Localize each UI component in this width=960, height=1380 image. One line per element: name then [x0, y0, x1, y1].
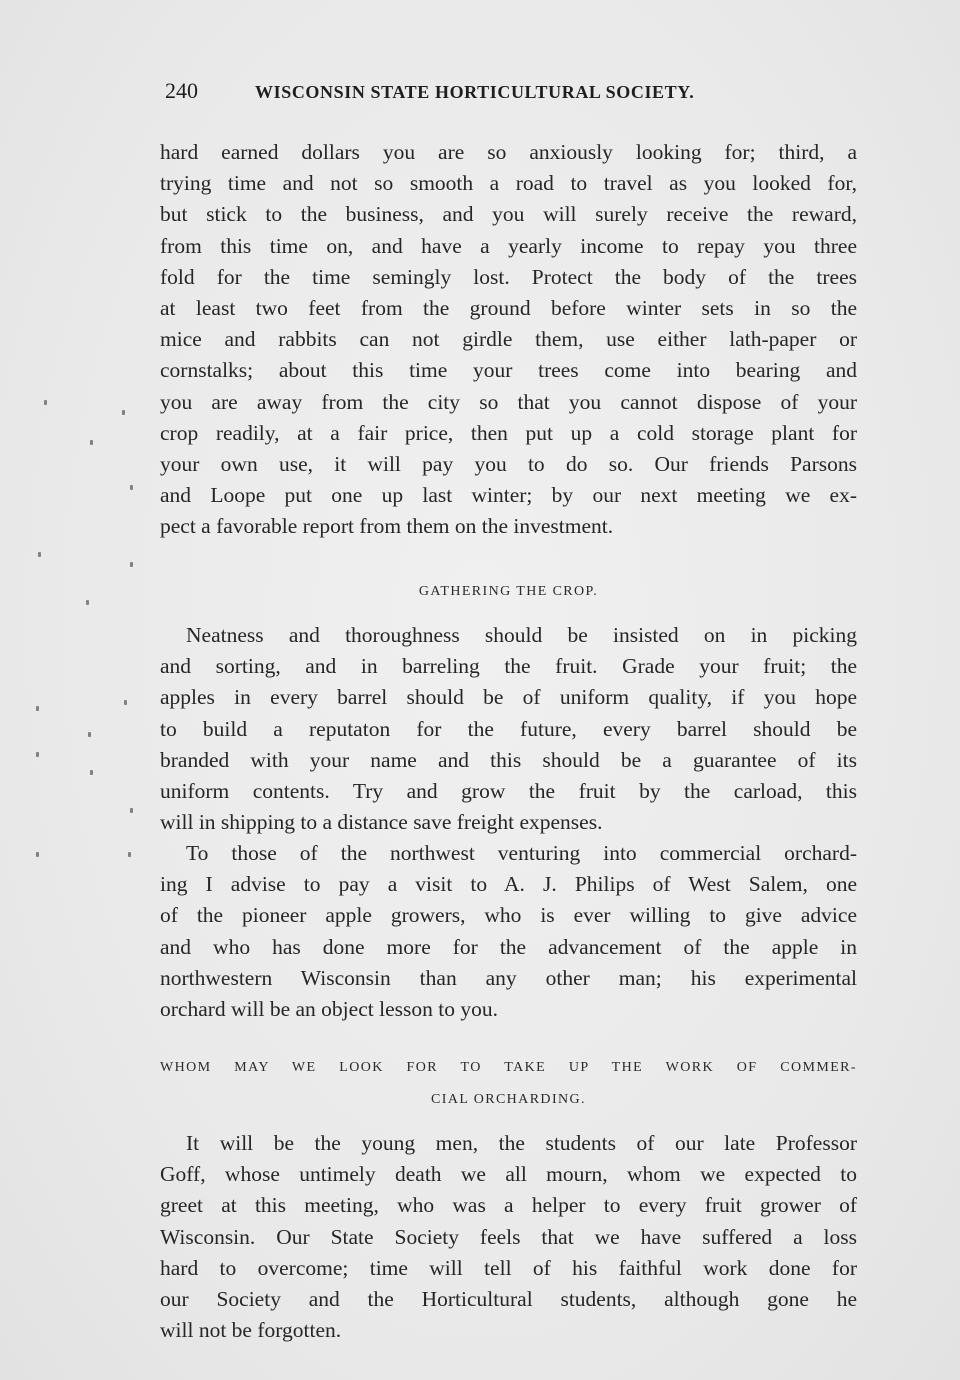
text-line: It will be the young men, the students of our late Professor	[186, 1131, 857, 1155]
text-line: Goff, whose untimely death we all mourn, whom we expected to	[160, 1162, 857, 1187]
text-line: trying time and not so smooth a road to travel as you looked for,	[160, 171, 857, 196]
text-line: of the pioneer apple growers, who is ever willing to give advice	[160, 903, 857, 928]
text-line: crop readily, at a fair price, then put up a cold storage plant for	[160, 420, 857, 445]
paragraph-northwest	[160, 838, 857, 1025]
text-line: fold for the time semingly lost. Protect the body of the trees	[160, 264, 857, 289]
text-line: apples in every barrel should be of uniform quality, if you hope	[160, 685, 857, 710]
scan-speck	[44, 400, 47, 405]
scan-speck	[88, 732, 91, 737]
text-line: hard earned dollars you are so anxiously looking for; third, a	[160, 140, 857, 164]
section-heading-gathering-crop: GATHERING THE CROP.	[418, 584, 599, 599]
text-line: uniform contents. Try and grow the fruit by the carload, this	[160, 778, 857, 803]
text-line: our Society and the Horticultural students, although gone he	[160, 1286, 857, 1311]
scan-speck	[90, 770, 93, 775]
scan-speck	[86, 600, 89, 605]
text-line: Wisconsin. Our State Society feels that we have suffered a loss	[160, 1224, 857, 1249]
running-title: WISCONSIN STATE HORTICULTURAL SOCIETY.	[255, 82, 695, 102]
text-line: branded with your name and this should be a guarantee of its	[160, 747, 857, 772]
text-line: northwestern Wisconsin than any other man; his experimental	[160, 965, 857, 990]
scan-speck	[130, 562, 133, 567]
text-line: ing I advise to pay a visit to A. J. Philips of West Salem, one	[160, 872, 857, 897]
page-number: 240	[165, 78, 198, 103]
scan-speck	[128, 852, 131, 857]
scan-speck	[36, 752, 39, 757]
text-line: To those of the northwest venturing into commercial orchard-	[186, 841, 857, 865]
text-line: from this time on, and have a yearly income to repay you three	[160, 233, 857, 258]
scan-speck	[36, 706, 39, 711]
text-line: Neatness and thoroughness should be insisted on in picking	[186, 623, 857, 647]
section-heading-commercial-line1: WHOM MAY WE LOOK FOR TO TAKE UP THE WORK OF COMMER-	[160, 1060, 857, 1075]
page-header	[165, 78, 785, 108]
scan-speck	[36, 852, 39, 857]
scan-speck	[130, 485, 133, 490]
text-line: pect a favorable report from them on the investment.	[160, 514, 614, 539]
section-heading-commercial-line2: CIAL ORCHARDING.	[431, 1092, 586, 1107]
scan-speck	[90, 440, 93, 445]
scan-speck	[122, 410, 125, 415]
text-line: and sorting, and in barreling the fruit. Grade your fruit; the	[160, 654, 857, 679]
text-line: you are away from the city so that you cannot dispose of your	[160, 389, 857, 414]
text-line: orchard will be an object lesson to you.	[160, 996, 498, 1021]
text-line: but stick to the business, and you will surely receive the reward,	[160, 202, 857, 227]
text-line: and Loope put one up last winter; by our next meeting we ex-	[160, 483, 857, 508]
text-line: at least two feet from the ground before winter sets in so the	[160, 295, 857, 320]
text-line: mice and rabbits can not girdle them, use either lath-paper or	[160, 327, 857, 352]
paragraph-continued	[160, 137, 857, 542]
text-line: will not be forgotten.	[160, 1318, 342, 1343]
text-line: greet at this meeting, who was a helper to every fruit grower of	[160, 1193, 857, 1218]
text-line: and who has done more for the advancement of the apple in	[160, 934, 857, 959]
text-line: will in shipping to a distance save freight expenses.	[160, 810, 603, 835]
text-line: cornstalks; about this time your trees come into bearing and	[160, 358, 857, 383]
text-line: hard to overcome; time will tell of his faithful work done for	[160, 1255, 857, 1280]
scan-speck	[130, 808, 133, 813]
scan-speck	[124, 700, 127, 705]
text-line: to build a reputaton for the future, every barrel should be	[160, 716, 857, 741]
text-line: your own use, it will pay you to do so. Our friends Parsons	[160, 451, 857, 476]
scan-speck	[38, 552, 41, 557]
paragraph-young-men	[160, 1128, 857, 1346]
paragraph-gathering	[160, 620, 857, 838]
